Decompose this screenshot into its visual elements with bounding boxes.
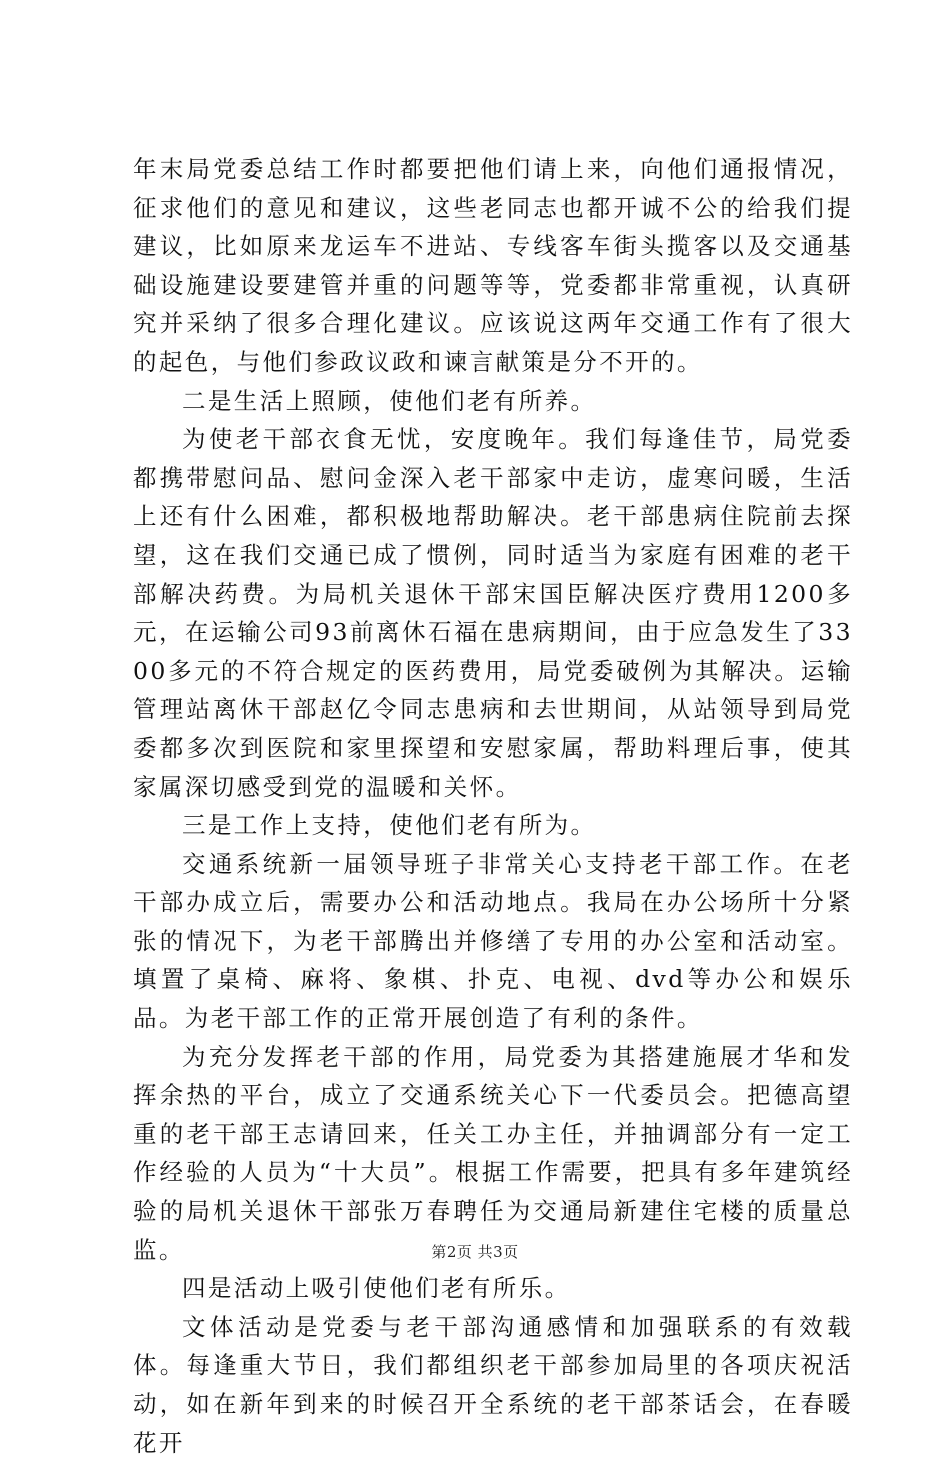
section-heading-life-care: 二是生活上照顾，使他们老有所养。	[182, 386, 597, 415]
section-heading-activities: 四是活动上吸引使他们老有所乐。	[182, 1274, 571, 1303]
paragraph-role-platform: 为充分发挥老干部的作用，局党委为其搭建施展才华和发挥余热的平台，成立了交通系统关心下一代委员会。把德高望重的老干部王志请回来，任关工办主任，并抽调部分有一定工作经验的人员为“十大员”。根据工作需要，把具有多年建筑经验的局机关退休干部张万春聘任为交通局新建住宅楼的质量总监。	[133, 1042, 853, 1264]
page-number-footer: 第2页 共3页	[431, 1243, 519, 1261]
section-heading-work-support: 三是工作上支持，使他们老有所为。	[182, 811, 597, 840]
paragraph-activities: 文体活动是党委与老干部沟通感情和加强联系的有效载体。每逢重大节日，我们都组织老干部参加局里的各项庆祝活动，如在新年到来的时候召开全系统的老干部茶话会，在春暖花开	[133, 1312, 853, 1457]
paragraph-life-care: 为使老干部衣食无忧，安度晚年。我们每逢佳节，局党委都携带慰问品、慰问金深入老干部家中走访，虚寒问暖，生活上还有什么困难，都积极地帮助解决。老干部患病住院前去探望，这在我们交通已成了惯例，同时适当为家庭有困难的老干部解决药费。为局机关退休干部宋国臣解决医疗费用1200多元，在运输公司93前离休石福在患病期间，由于应急发生了3300多元的不符合规定的医药费用，局党委破例为其解决。运输管理站离休干部赵亿令同志患病和去世期间，从站领导到局党委都多次到医院和家里探望和安慰家属，帮助料理后事，使其家属深切感受到党的温暖和关怀。	[133, 425, 853, 801]
paragraph-continuation: 年末局党委总结工作时都要把他们请上来，向他们通报情况，征求他们的意见和建议，这些老同志也都开诚不公的给我们提建议，比如原来龙运车不进站、专线客车街头揽客以及交通基础设施建设要建管并重的问题等等，党委都非常重视，认真研究并采纳了很多合理化建议。应该说这两年交通工作有了很大的起色，与他们参政议政和谏言献策是分不开的。	[133, 155, 853, 376]
paragraph-work-support: 交通系统新一届领导班子非常关心支持老干部工作。在老干部办成立后，需要办公和活动地点。我局在办公场所十分紧张的情况下，为老干部腾出并修缮了专用的办公室和活动室。填置了桌椅、麻将、象棋、扑克、电视、dvd等办公和娱乐品。为老干部工作的正常开展创造了有利的条件。	[133, 849, 853, 1033]
document-body	[133, 150, 853, 1462]
